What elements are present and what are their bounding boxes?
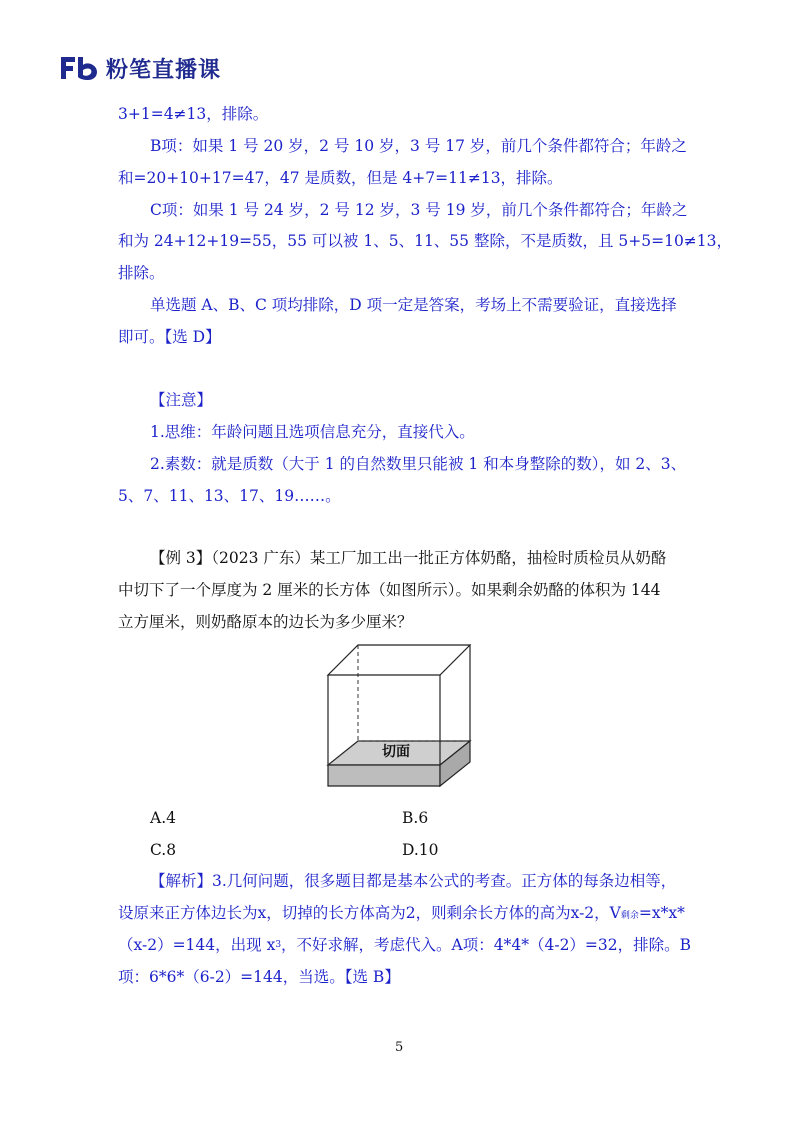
option-c: C.8: [150, 841, 177, 859]
text-line: 3+1=4≠13，排除。: [118, 105, 269, 123]
note-heading: 【注意】: [150, 391, 213, 409]
option-d: D.10: [402, 841, 439, 859]
analysis-line: 【解析】3.几何问题，很多题目都是基本公式的考查。正方体的每条边相等，: [150, 872, 677, 890]
text-line: B项：如果 1 号 20 岁，2 号 10 岁，3 号 17 岁，前几个条件都符合；年龄之: [150, 137, 687, 155]
note-line: 1.思维：年龄问题且选项信息充分，直接代入。: [150, 423, 475, 441]
header-logo: [58, 52, 221, 84]
question-line: 立方厘米，则奶酪原本的边长为多少厘米？: [118, 613, 413, 631]
note-line: 5、7、11、13、17、19……。: [118, 487, 341, 505]
text-line: 单选题 A、B、C 项均排除，D 项一定是答案，考场上不需要验证，直接选择: [150, 296, 677, 314]
text-line: 即可。【选 D】: [118, 328, 221, 346]
option-a: A.4: [150, 809, 176, 827]
text-line: 和为 24+12+19=55，55 可以被 1、5、11、55 整除，不是质数，且 5+5=10≠13，: [118, 232, 733, 250]
analysis-line: 项：6*6*（6-2）=144，当选。【选 B】: [118, 968, 400, 986]
question-line: 【例 3】（2023 广东）某工厂加工出一批正方体奶酪，抽检时质检员从奶酪: [150, 549, 667, 567]
cut-face-label: 切面: [382, 744, 410, 760]
question-line: 中切下了一个厚度为 2 厘米的长方体（如图所示）。如果剩余奶酪的体积为 144: [118, 581, 661, 599]
analysis-line: 设原来正方体边长为x，切掉的长方体高为2，则剩余长方体的高为x-2，V剩余=x*x*: [118, 904, 685, 922]
option-b: B.6: [402, 809, 429, 827]
fb-logo-icon: [58, 55, 100, 81]
text-line: 和=20+10+17=47，47 是质数，但是 4+7=11≠13，排除。: [118, 169, 563, 187]
analysis-line: （x-2）=144，出现 $x^3$，不好求解，考虑代入。A项：4*4*（4-2）=32，排除。B: [118, 936, 692, 954]
logo-text: 粉笔直播课: [106, 57, 222, 83]
page-number: 5: [395, 1040, 404, 1055]
note-line: 2.素数：就是质数（大于 1 的自然数里只能被 1 和本身整除的数），如 2、3、: [150, 455, 687, 473]
cube-figure: [326, 643, 476, 794]
text-line: 排除。: [118, 264, 165, 282]
text-line: C项：如果 1 号 24 岁，2 号 12 岁，3 号 19 岁，前几个条件都符合；年龄之: [150, 201, 688, 219]
